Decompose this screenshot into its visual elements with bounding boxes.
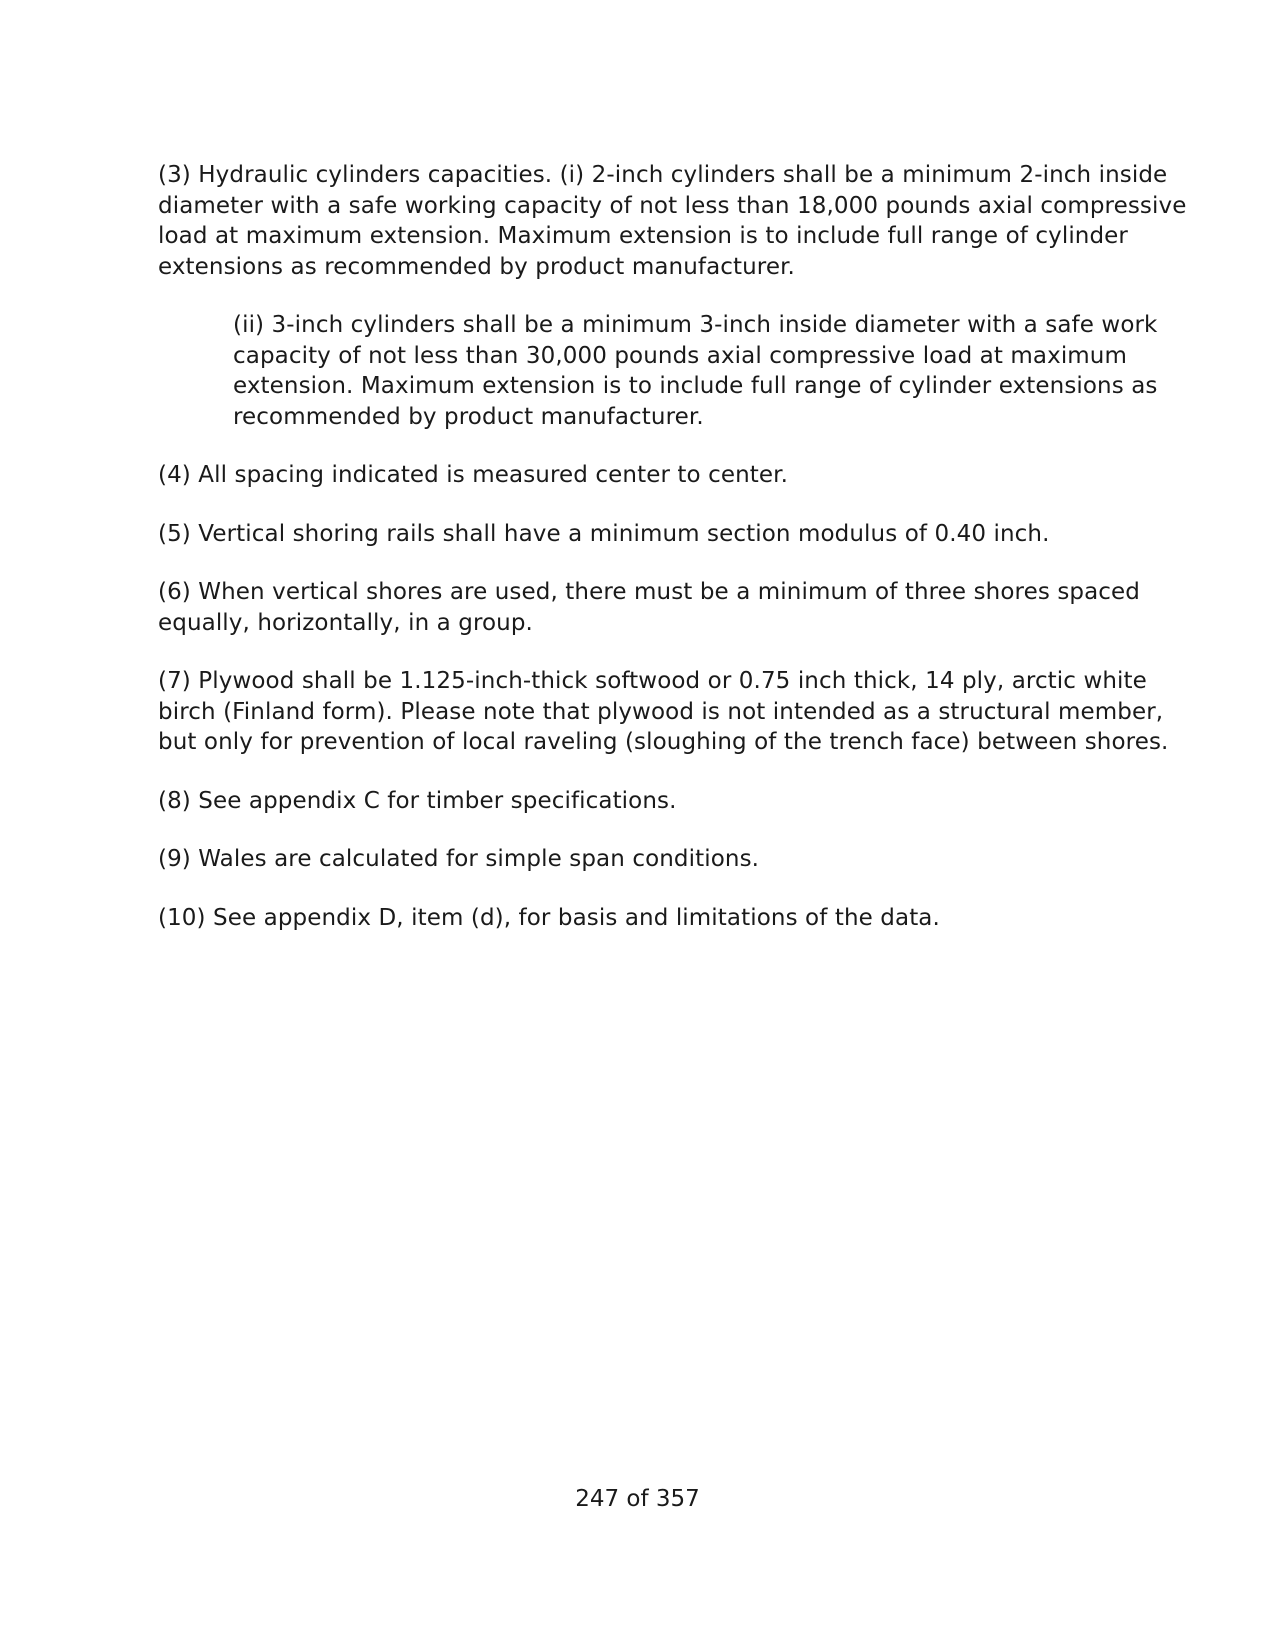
paragraph-8-appendix-c: (8) See appendix C for timber specifications. bbox=[158, 787, 677, 814]
page-number: 247 of 357 bbox=[575, 1486, 700, 1512]
paragraph-4-spacing: (4) All spacing indicated is measured center to center. bbox=[158, 462, 789, 488]
paragraph-3-hydraulic-cylinders: (3) Hydraulic cylinders capacities. (i) 2-inch cylinders shall be a minimum 2-inch inside diameter with a safe working capacity of not less than 18,000 pounds axial compressive load at maximum extension. Maximum extension is to include full range of cylinder extensions as recommended by product manufacturer. bbox=[158, 162, 1187, 280]
paragraph-3-ii-cylinders: (ii) 3-inch cylinders shall be a minimum 3-inch inside diameter with a safe work capacity of not less than 30,000 pounds axial compressive load at maximum extension. Maximum extension is to include full range of cylinder extensions as recommended by product manufacturer. bbox=[233, 312, 1158, 430]
paragraph-9-wales: (9) Wales are calculated for simple span conditions. bbox=[158, 846, 760, 872]
paragraph-5-shoring-rails: (5) Vertical shoring rails shall have a minimum section modulus of 0.40 inch. bbox=[158, 520, 1050, 547]
page-content bbox=[158, 160, 1198, 961]
paragraph-7-plywood: (7) Plywood shall be 1.125-inch-thick softwood or 0.75 inch thick, 14 ply, arctic white birch (Finland form). Please note that plywood is not intended as a structural member, but only for prevention of local raveling (sloughing of the trench face) between shores. bbox=[158, 668, 1169, 755]
paragraph-6-vertical-shores: (6) When vertical shores are used, there must be a minimum of three shores spaced equally, horizontally, in a group. bbox=[158, 579, 1140, 636]
paragraph-10-appendix-d: (10) See appendix D, item (d), for basis and limitations of the data. bbox=[158, 904, 940, 931]
